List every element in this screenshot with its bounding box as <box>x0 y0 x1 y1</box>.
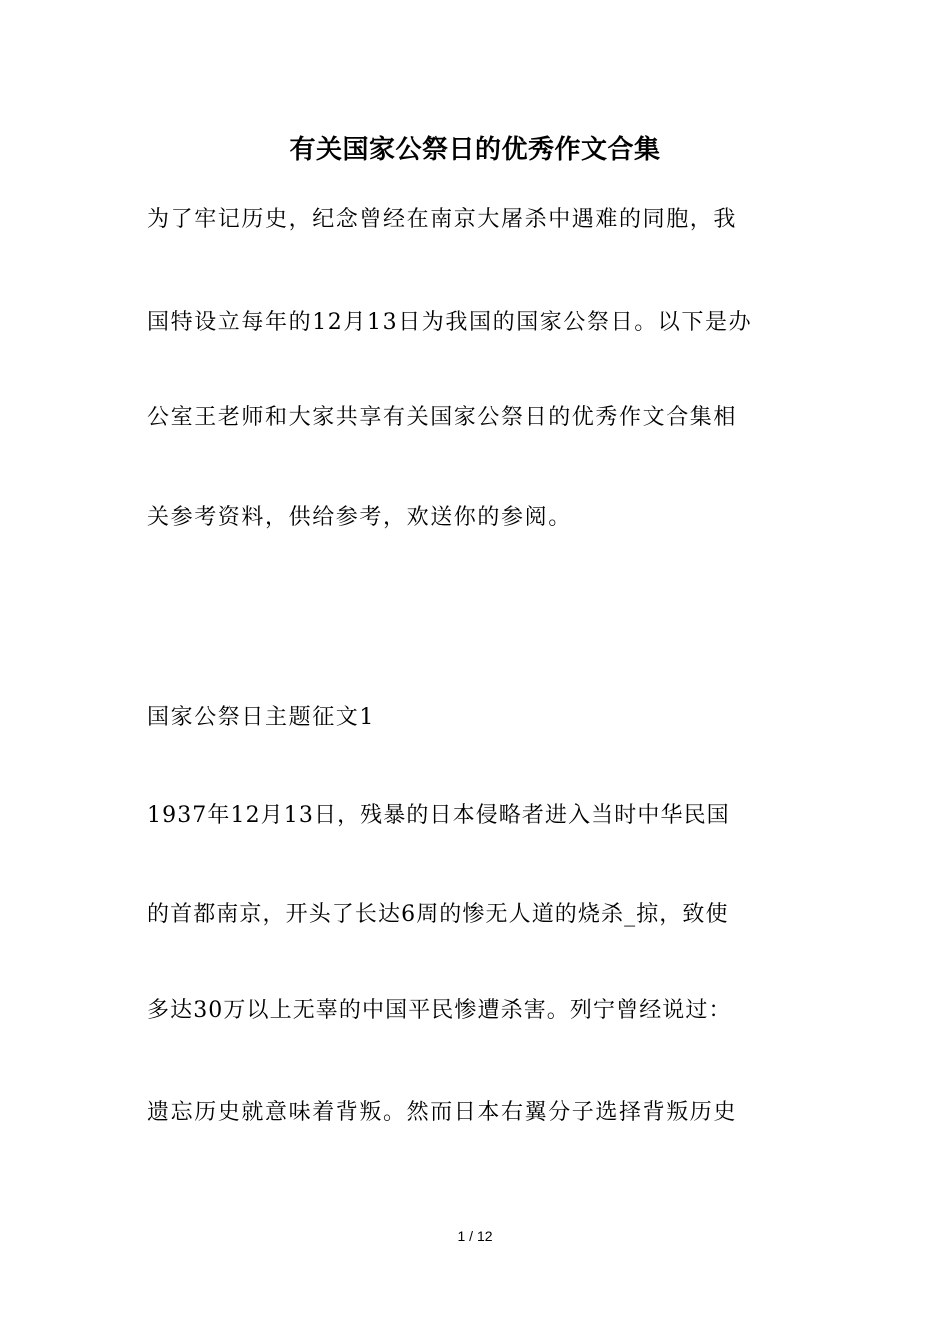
intro-line-2: 国特设立每年的12月13日为我国的国家公祭日。以下是办 <box>147 310 753 335</box>
intro-line-1: 为了牢记历史，纪念曾经在南京大屠杀中遇难的同胞，我 <box>147 207 738 232</box>
body-line-4: 遗忘历史就意味着背叛。然而日本右翼分子选择背叛历史 <box>147 1100 738 1125</box>
document-title: 有关国家公祭日的优秀作文合集 <box>289 135 661 165</box>
body-line-2: 的首都南京，开头了长达6周的惨无人道的烧杀_掠，致使 <box>147 902 729 927</box>
body-line-3: 多达30万以上无辜的中国平民惨遭杀害。列宁曾经说过： <box>147 998 732 1023</box>
section-heading: 国家公祭日主题征文1 <box>147 705 375 730</box>
intro-line-3: 公室王老师和大家共享有关国家公祭日的优秀作文合集相 <box>147 405 738 430</box>
body-line-1: 1937年12月13日，残暴的日本侵略者进入当时中华民国 <box>147 803 730 828</box>
page-number: 1 / 12 <box>457 1228 493 1244</box>
intro-line-4: 关参考资料，供给参考，欢送你的参阅。 <box>147 505 572 530</box>
